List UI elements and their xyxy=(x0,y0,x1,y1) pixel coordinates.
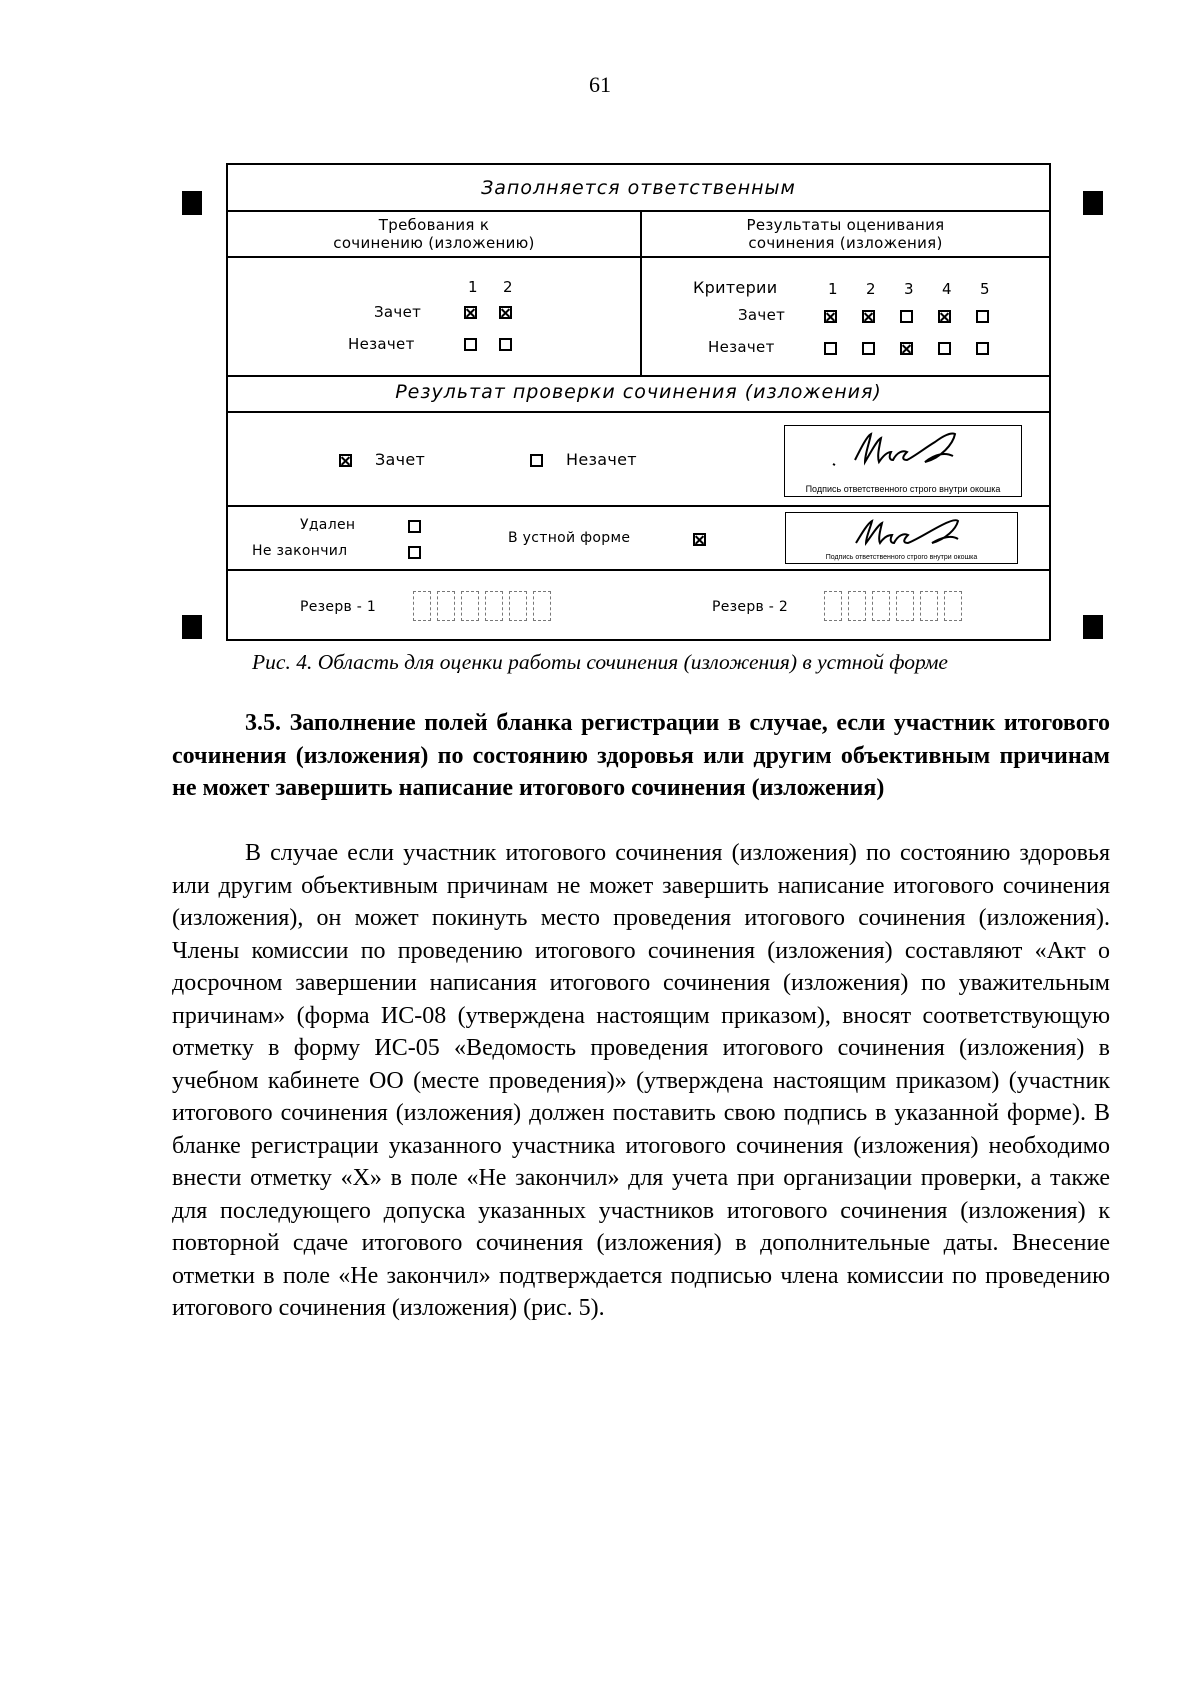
criterion-number-4: 4 xyxy=(942,280,952,298)
page-number: 61 xyxy=(589,72,611,97)
criterion-number-2: 2 xyxy=(866,280,876,298)
requirements-title-line-1: Требования к xyxy=(378,216,490,234)
requirement-column-2: 2 xyxy=(503,278,513,296)
criterion-number-5: 5 xyxy=(980,280,990,298)
result-title: Результат проверки сочинения (изложения) xyxy=(395,381,882,403)
criterion-4-pass-checkbox[interactable] xyxy=(938,310,951,323)
registration-marker-bottom-left xyxy=(182,615,202,639)
responsible-signature-box[interactable] xyxy=(784,425,1022,497)
criteria-label: Критерии xyxy=(693,278,778,297)
registration-marker-top-right xyxy=(1083,191,1103,215)
not-finished-checkbox[interactable] xyxy=(408,546,421,559)
reserve-1-label: Резерв - 1 xyxy=(300,599,377,615)
signature-scribble-2 xyxy=(786,513,1019,553)
criteria-pass-label: Зачет xyxy=(738,306,786,324)
criterion-2-pass-checkbox[interactable] xyxy=(862,310,875,323)
body-paragraph: В случае если участник итогового сочинения (изложения) по состоянию здоровья или другим объективным причинам не может завершить написание итогового сочинения (изложения), он может покинуть место проведения итогового сочинения (изложения). Члены комиссии по проведению итогового сочинения (изложения) составляют «Акт о досрочном завершении написания итогового сочинения (изложения) по уважительным причинам» (форма ИС-08 (утверждена настоящим приказом), вносят соответствующую отметку в форму ИС-05 «Ведомость проведения итогового сочинения (изложения) в учебном кабинете ОО (месте проведения)» (утверждена настоящим приказом) (участник итогового сочинения (изложения) должен поставить свою подпись в указанной форме). В бланке регистрации указанного участника итогового сочинения (изложения) необходимо внести отметку «X» в поле «Не закончил» для учета при организации проверки, а также для последующего допуска указанных участников итогового сочинения (изложения) к повторной сдаче итогового сочинения (изложения) в дополнительные даты. Внесение отметки в поле «Не закончил» подтверждается подписью члена комиссии по проведению итогового сочинения (изложения) (рис. 5). xyxy=(172,840,1110,1321)
reserve-2-label: Резерв - 2 xyxy=(712,599,789,615)
signature-caption: Подпись ответственного строго внутри окошка xyxy=(805,484,1001,494)
oral-signature-box[interactable] xyxy=(785,512,1018,564)
requirement-1-fail-checkbox[interactable] xyxy=(464,338,477,351)
results-title xyxy=(642,216,1049,252)
criterion-3-pass-checkbox[interactable] xyxy=(900,310,913,323)
criterion-3-fail-checkbox[interactable] xyxy=(900,342,913,355)
criterion-1-fail-checkbox[interactable] xyxy=(824,342,837,355)
removed-checkbox[interactable] xyxy=(408,520,421,533)
registration-marker-top-left xyxy=(182,191,202,215)
figure-caption: Рис. 4. Область для оценки работы сочинения (изложения) в устной форме xyxy=(252,650,948,674)
not-finished-label: Не закончил xyxy=(252,543,348,559)
criterion-2-fail-checkbox[interactable] xyxy=(862,342,875,355)
results-title-line-2: сочинения (изложения) xyxy=(748,234,943,252)
requirement-2-pass-checkbox[interactable] xyxy=(499,306,512,319)
criterion-1-pass-checkbox[interactable] xyxy=(824,310,837,323)
registration-marker-bottom-right xyxy=(1083,615,1103,639)
form-header: Заполняется ответственным xyxy=(481,177,796,199)
result-fail-label: Незачет xyxy=(566,450,637,469)
criterion-4-fail-checkbox[interactable] xyxy=(938,342,951,355)
result-fail-checkbox[interactable] xyxy=(530,454,543,467)
signature-scribble xyxy=(785,426,1023,482)
section-heading: 3.5. Заполнение полей бланка регистрации в случае, если участник итогового сочинения (изложения) по состоянию здоровья или другим объективным причинам не может завершить написание итогового сочинения (изложения) xyxy=(172,710,1110,801)
requirement-column-1: 1 xyxy=(468,278,478,296)
result-pass-checkbox[interactable] xyxy=(339,454,352,467)
oral-signature-caption: Подпись ответственного строго внутри окошка xyxy=(825,554,978,561)
requirement-2-fail-checkbox[interactable] xyxy=(499,338,512,351)
result-pass-label: Зачет xyxy=(375,450,426,469)
criterion-number-3: 3 xyxy=(904,280,914,298)
oral-form-checkbox[interactable] xyxy=(693,533,706,546)
reserve-1-boxes[interactable] xyxy=(413,591,558,623)
criterion-number-1: 1 xyxy=(828,280,838,298)
removed-label: Удален xyxy=(300,517,356,533)
requirements-fail-label: Незачет xyxy=(348,335,415,353)
requirements-pass-label: Зачет xyxy=(374,303,422,321)
reserve-2-boxes[interactable] xyxy=(824,591,969,623)
requirements-title xyxy=(228,216,640,252)
criterion-5-fail-checkbox[interactable] xyxy=(976,342,989,355)
requirements-title-line-2: сочинению (изложению) xyxy=(333,234,535,252)
evaluation-form xyxy=(226,163,1051,641)
results-title-line-1: Результаты оценивания xyxy=(746,216,945,234)
requirement-1-pass-checkbox[interactable] xyxy=(464,306,477,319)
oral-form-label: В устной форме xyxy=(508,530,631,546)
criteria-fail-label: Незачет xyxy=(708,338,775,356)
criterion-5-pass-checkbox[interactable] xyxy=(976,310,989,323)
